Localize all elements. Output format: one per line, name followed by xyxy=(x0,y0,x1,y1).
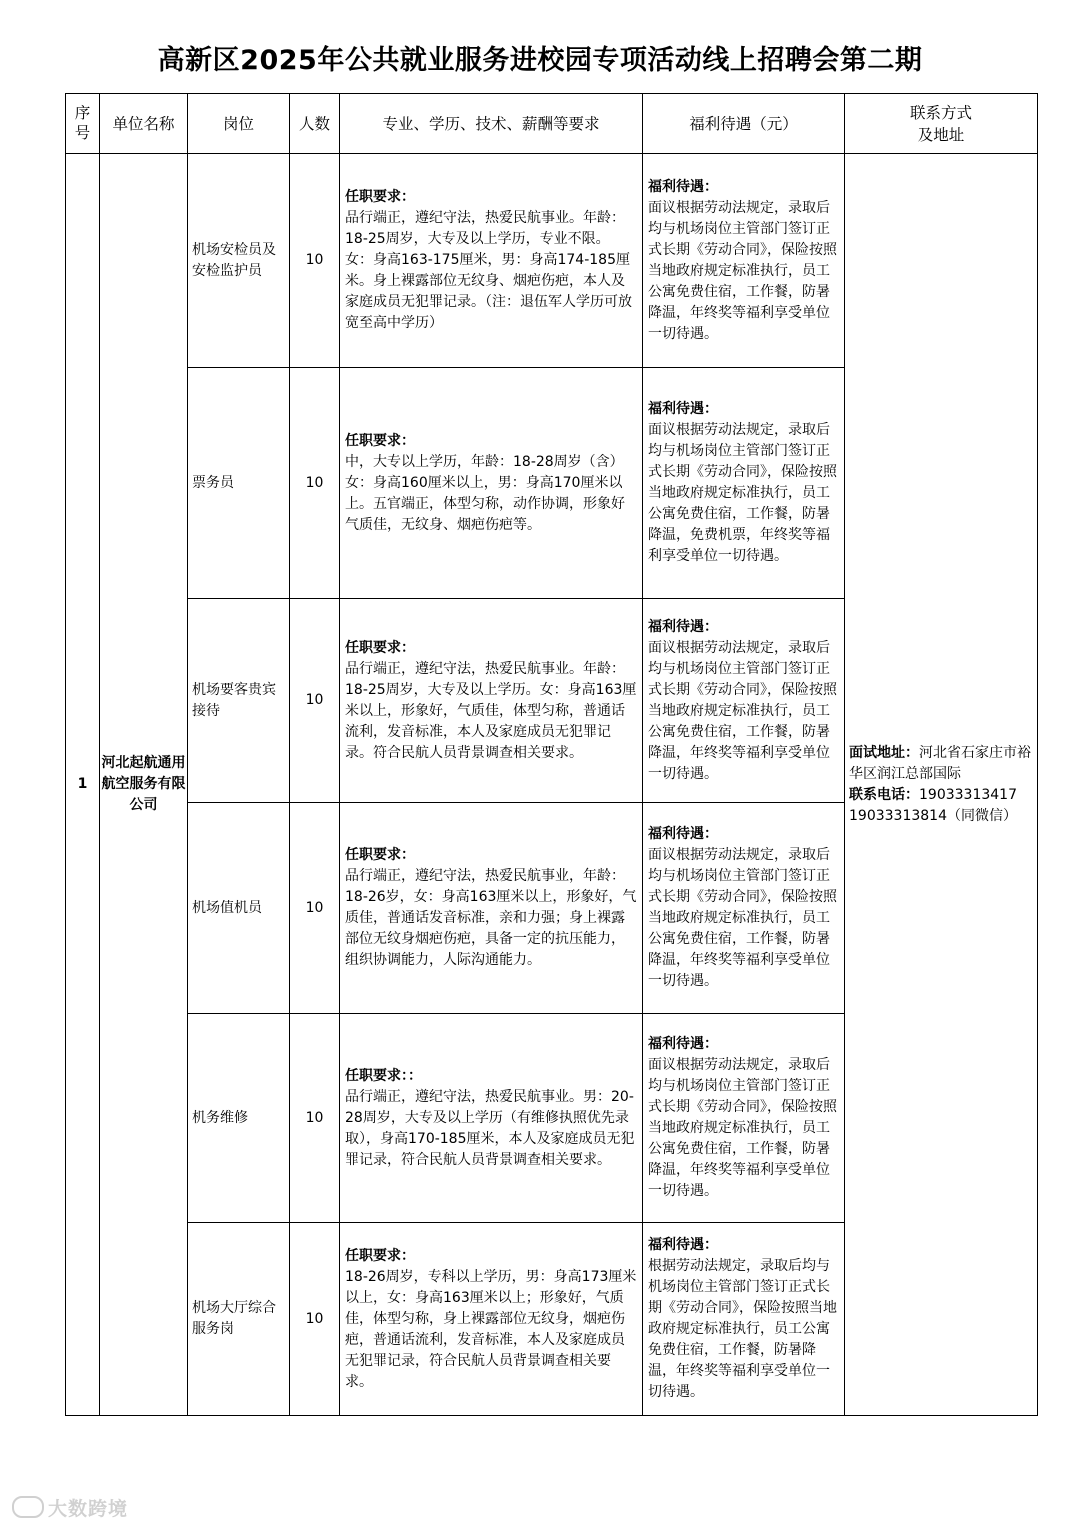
job-benefits: 福利待遇： 面议根据劳动法规定，录取后均与机场岗位主管部门签订正式长期《劳动合同》，保险按照当地政府规定标准执行，员工公寓免费住宿，工作餐，防暑降温，年终奖等福利享受单位一切待遇。 xyxy=(643,803,845,1014)
address-label: 面试地址： xyxy=(849,744,919,761)
job-position: 机场安检员及安检监护员 xyxy=(188,154,290,368)
job-benefits: 福利待遇： 面议根据劳动法规定，录取后均与机场岗位主管部门签订正式长期《劳动合同》，保险按照当地政府规定标准执行，员工公寓免费住宿，工作餐，防暑降温，年终奖等福利享受单位一切待遇。 xyxy=(643,599,845,803)
job-count: 10 xyxy=(290,1223,340,1416)
address-text: 河北省石家庄市裕华区润江总部国际 xyxy=(849,744,1031,782)
job-benefits: 福利待遇： 根据劳动法规定，录取后均与机场岗位主管部门签订正式长期《劳动合同》，保险按照当地政府规定标准执行，员工公寓免费住宿，工作餐，防暑降温，年终奖等福利享受单位一切待遇。 xyxy=(643,1223,845,1416)
job-position: 票务员 xyxy=(188,368,290,599)
phone-2: 19033313814（同微信） xyxy=(849,807,1017,824)
header-count: 人数 xyxy=(290,94,340,154)
watermark: 大数跨境 xyxy=(12,1494,128,1521)
watermark-logo-icon xyxy=(12,1496,44,1518)
job-position: 机场要客贵宾接待 xyxy=(188,599,290,803)
job-requirements: 任职要求：： 品行端正，遵纪守法，热爱民航事业。男：20-28周岁，大专及以上学历（有维修执照优先录取），身高170-185厘米，本人及家庭成员无犯罪记录，符合民航人员背景调查相关要求。 xyxy=(340,1014,643,1223)
job-requirements: 任职要求： 品行端正，遵纪守法，热爱民航事业。年龄：18-25周岁，大专及以上学历，专业不限。女：身高163-175厘米，男：身高174-185厘米。身上裸露部位无纹身、烟疤伤疤，本人及家庭成员无犯罪记录。（注：退伍军人学历可放宽至高中学历） xyxy=(340,154,643,368)
job-requirements: 任职要求： 品行端正，遵纪守法，热爱民航事业。年龄：18-25周岁，大专及以上学历。女：身高163厘米以上，形象好，气质佳，体型匀称，普通话流利，发音标准，本人及家庭成员无犯罪记录。符合民航人员背景调查相关要求。 xyxy=(340,599,643,803)
table-header-row xyxy=(66,94,1038,154)
header-requirements: 专业、学历、技术、薪酬等要求 xyxy=(340,94,643,154)
header-position: 岗位 xyxy=(188,94,290,154)
job-position: 机场值机员 xyxy=(188,803,290,1014)
contact-info xyxy=(845,154,1038,1416)
job-count: 10 xyxy=(290,803,340,1014)
job-requirements: 任职要求： 中，大专以上学历，年龄：18-28周岁（含）女：身高160厘米以上，男：身高170厘米以上。五官端正，体型匀称，动作协调，形象好气质佳，无纹身、烟疤伤疤等。 xyxy=(340,368,643,599)
job-count: 10 xyxy=(290,368,340,599)
job-count: 10 xyxy=(290,1014,340,1223)
header-company: 单位名称 xyxy=(100,94,188,154)
job-count: 10 xyxy=(290,154,340,368)
job-count: 10 xyxy=(290,599,340,803)
job-position: 机场大厅综合服务岗 xyxy=(188,1223,290,1416)
phone-label: 联系电话： xyxy=(849,786,919,803)
header-contact: 联系方式 及地址 xyxy=(845,94,1038,154)
company-number: 1 xyxy=(66,154,100,1416)
company-name: 河北起航通用航空服务有限公司 xyxy=(100,154,188,1416)
job-table xyxy=(65,93,1038,1416)
job-benefits: 福利待遇： 面议根据劳动法规定，录取后均与机场岗位主管部门签订正式长期《劳动合同》，保险按照当地政府规定标准执行，员工公寓免费住宿，工作餐，防暑降温，免费机票，年终奖等福利享受单位一切待遇。 xyxy=(643,368,845,599)
phone-1: 19033313417 xyxy=(919,786,1017,803)
header-no: 序号 xyxy=(66,94,100,154)
page-title: 高新区2025年公共就业服务进校园专项活动线上招聘会第二期 xyxy=(157,45,923,76)
job-requirements: 任职要求： 品行端正，遵纪守法，热爱民航事业，年龄：18-26岁，女：身高163厘米以上，形象好，气质佳，普通话发音标准，亲和力强；身上裸露部位无纹身烟疤伤疤，具备一定的抗压能力，组织协调能力，人际沟通能力。 xyxy=(340,803,643,1014)
job-position: 机务维修 xyxy=(188,1014,290,1223)
header-benefits: 福利待遇（元） xyxy=(643,94,845,154)
job-requirements: 任职要求： 18-26周岁，专科以上学历，男：身高173厘米以上，女：身高163厘米以上；形象好，气质佳，体型匀称，身上裸露部位无纹身，烟疤伤疤，普通话流利，发音标准，本人及家庭成员无犯罪记录，符合民航人员背景调查相关要求。 xyxy=(340,1223,643,1416)
job-benefits: 福利待遇： 面议根据劳动法规定，录取后均与机场岗位主管部门签订正式长期《劳动合同》，保险按照当地政府规定标准执行，员工公寓免费住宿，工作餐，防暑降温，年终奖等福利享受单位一切待遇。 xyxy=(643,154,845,368)
job-benefits: 福利待遇： 面议根据劳动法规定，录取后均与机场岗位主管部门签订正式长期《劳动合同》，保险按照当地政府规定标准执行，员工公寓免费住宿，工作餐，防暑降温，年终奖等福利享受单位一切待遇。 xyxy=(643,1014,845,1223)
table-row xyxy=(66,154,1038,368)
